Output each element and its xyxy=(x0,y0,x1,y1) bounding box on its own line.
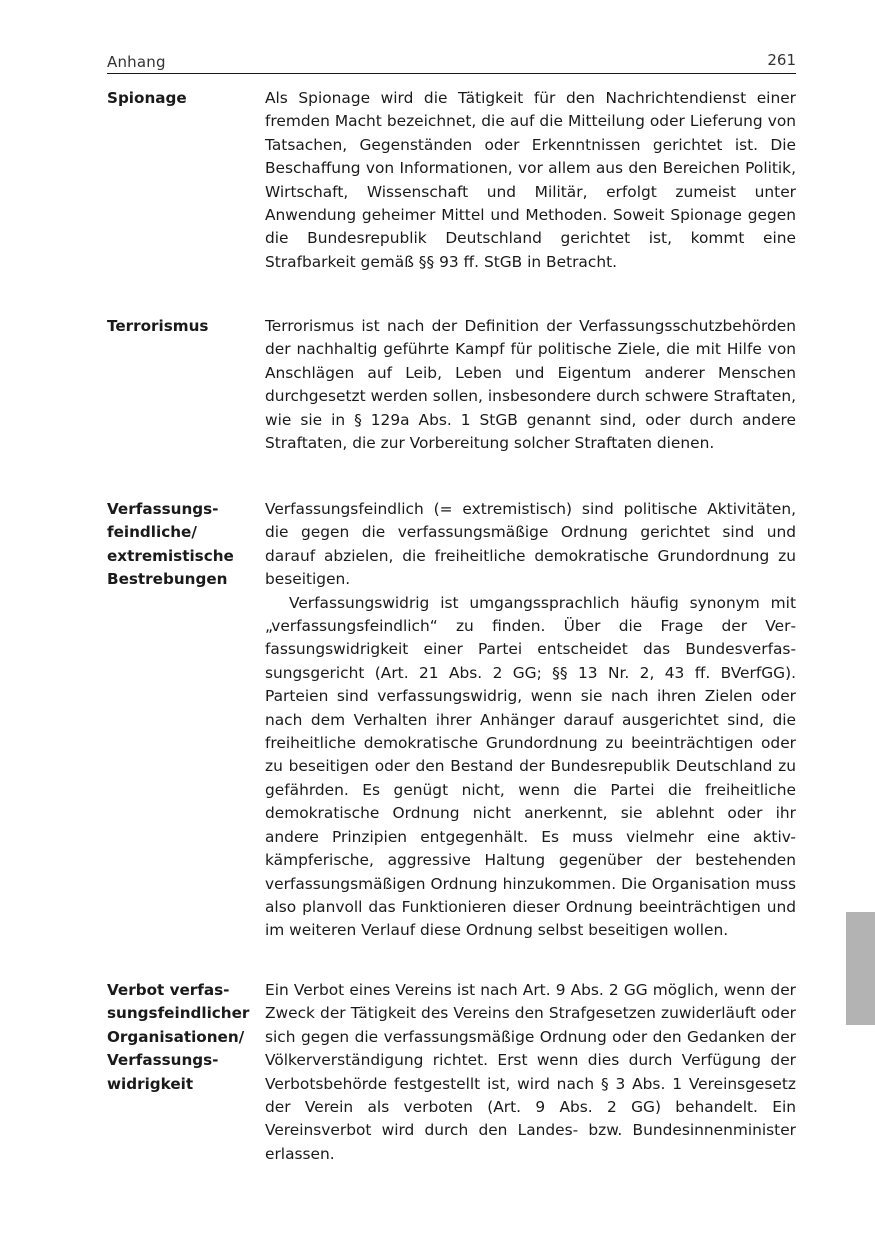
definition-paragraph: Verfassungsfeindlich (= extremistisch) sind politische Aktivitäten, die gegen die verfassungsmäßige Ordnung gerichtet sind und darauf abzielen, die freiheitliche demokratische Grundordnung zu beseitigen. xyxy=(265,500,796,589)
definition-paragraph: Ein Verbot eines Vereins ist nach Art. 9 Abs. 2 GG möglich, wenn der Zweck der Tätigkeit des Vereins den Strafgesetzen zuwiderläuft oder sich gegen die verfassungsmäßige Ordnung oder den Gedanken der Völkerverständigung richtet. Erst wenn dies durch Verfügung der Verbotsbehörde festgestellt ist, wird nach § 3 Abs. 1 Vereinsgesetz der Verein als verboten (Art. 9 Abs. 2 GG) behandelt. Ein Vereinsverbot wird durch den Landes- bzw. Bundesinnenminister erlassen. xyxy=(265,981,796,1163)
definition-paragraph: Terrorismus ist nach der Definition der Verfassungsschutzbehörden der nachhaltig geführte Kampf für politische Ziele, die mit Hilfe von Anschlägen auf Leib, Leben und Eigentum anderer Menschen durchgesetzt werden sollen, insbesondere durch schwere Straftaten, wie sie in § 129a Abs. 1 StGB genannt sind, oder durch andere Straftaten, die zur Vorbereitung solcher Straftaten dienen. xyxy=(265,317,796,453)
page-number: 261 xyxy=(767,51,796,69)
definition-paragraph: Verfassungswidrig ist umgangssprachlich häufig synonym mit „verfassungsfeindlich“ zu finden. Über die Frage der Verfassungswidrigkeit einer Partei entscheidet das Bundesverfassungsgericht (Art. 21 Abs. 2 GG; §§ 13 Nr. 2, 43 ff. BVerfGG). Parteien sind verfassungswidrig, wenn sie nach ihren Zielen oder nach dem Verhalten ihrer Anhänger darauf ausgerichtet sind, die freiheitliche demokratische Grundordnung zu beeinträchtigen oder zu beseitigen oder den Bestand der Bundesrepublik Deutschland zu gefährden. Es genügt nicht, wenn die Partei die freiheitliche demokratische Ordnung nicht anerkennt, sie ablehnt oder ihr andere Prinzipien entgegenhält. Es muss vielmehr eine aktiv-kämpferische, aggressive Haltung gegenüber der bestehenden verfassungsmäßigen Ordnung hinzukommen. Die Organisation muss also planvoll das Funktionieren dieser Ordnung beeinträchtigen und im weiteren Verlauf diese Ordnung selbst beseitigen wollen. xyxy=(265,593,796,940)
definition-paragraph: Als Spionage wird die Tätigkeit für den Nachrichtendienst einer fremden Macht bezeichnet, die auf die Mitteilung oder Lieferung von Tatsachen, Gegenständen oder Erkenntnissen gerichtet ist. Die Beschaffung von Informationen, vor allem aus den Bereichen Politik, Wirtschaft, Wissenschaft und Militär, erfolgt zumeist unter Anwendung geheimer Mittel und Methoden. Soweit Spionage gegen die Bundesrepublik Deutschland gerichtet ist, kommt eine Strafbarkeit gemäß §§ 93 ff. StGB in Betracht. xyxy=(265,89,796,271)
running-header xyxy=(107,51,796,74)
glossary-term: Verbot verfas- sungsfeindlicher Organisationen/ Verfassungs- widrigkeit xyxy=(107,981,250,1093)
glossary-definition xyxy=(265,315,796,455)
glossary-definition xyxy=(265,498,796,943)
glossary-term: Terrorismus xyxy=(107,317,209,335)
chapter-thumb-tab xyxy=(846,912,875,1025)
glossary-term: Verfassungs- feindliche/ extremistische Bestrebungen xyxy=(107,500,234,589)
glossary-term: Spionage xyxy=(107,89,187,107)
glossary-definition xyxy=(265,87,796,274)
glossary-definition xyxy=(265,979,796,1166)
section-title: Anhang xyxy=(107,53,166,71)
